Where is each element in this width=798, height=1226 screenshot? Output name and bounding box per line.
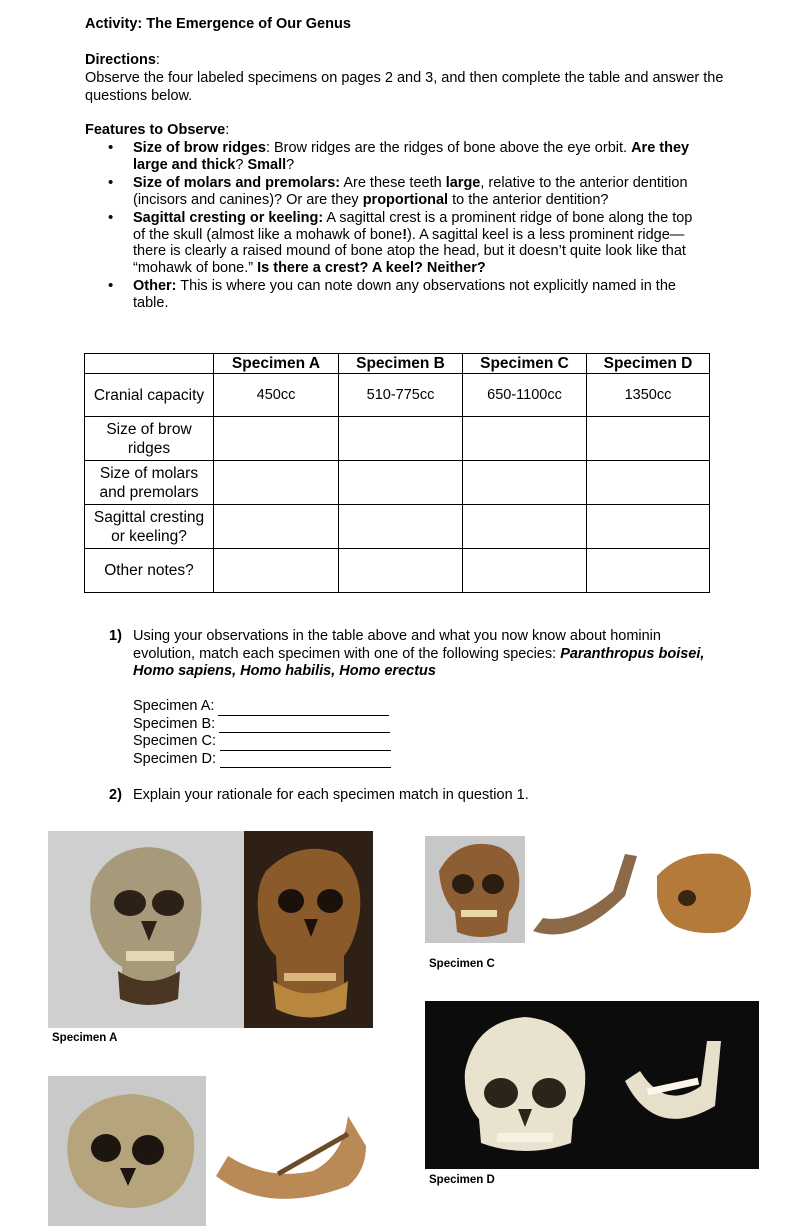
question-number: 1) (109, 628, 122, 644)
table-header-row (85, 354, 710, 374)
table-cell: 1350cc (587, 374, 710, 417)
row-label: Size of molars and premolars (85, 461, 214, 505)
answer-label: Specimen B: (133, 715, 216, 732)
specimen-c-photo (425, 836, 759, 943)
question-1 (109, 628, 709, 681)
features-heading: Features to Observe: (85, 122, 230, 138)
table-cell[interactable] (587, 417, 710, 461)
directions-text: Observe the four labeled specimens on pages 2 and 3, and then complete the table and answer the questions below. (85, 70, 724, 104)
table-row (85, 374, 710, 417)
table-cell[interactable] (339, 549, 463, 593)
answer-line[interactable] (220, 736, 391, 751)
answer-line[interactable] (219, 718, 390, 733)
table-cell[interactable] (463, 549, 587, 593)
specimen-b-photo (48, 1076, 373, 1226)
features-list (106, 140, 706, 313)
table-cell[interactable] (339, 417, 463, 461)
page-title: Activity: The Emergence of Our Genus (85, 16, 351, 32)
table-header-specimen-b: Specimen B (339, 354, 463, 374)
question-2 (109, 787, 709, 805)
specimen-a-label: Specimen A (52, 1032, 118, 1044)
answer-label: Specimen C: (133, 733, 217, 749)
table-cell: 510-775cc (339, 374, 463, 417)
answer-lines (133, 698, 403, 768)
row-label: Size of brow ridges (85, 417, 214, 461)
specimen-d-label: Specimen D (429, 1174, 495, 1186)
table-header-specimen-d: Specimen D (587, 354, 710, 374)
table-cell: 650-1100cc (463, 374, 587, 417)
table-cell: 450cc (214, 374, 339, 417)
feature-item: • Other: This is where you can note down any observations not explicitly named in the table. (106, 278, 706, 311)
feature-item: • Size of molars and premolars: Are these teeth large, relative to the anterior dentition (incisors and canines)? Or are they proportional to the anterior dentition? (106, 175, 706, 208)
row-label: Other notes? (85, 549, 214, 593)
table-row (85, 549, 710, 593)
table-cell[interactable] (214, 461, 339, 505)
specimen-c-label: Specimen C (429, 958, 495, 970)
table-cell[interactable] (339, 505, 463, 549)
table-cell[interactable] (463, 461, 587, 505)
table-cell[interactable] (214, 505, 339, 549)
table-cell[interactable] (587, 461, 710, 505)
specimen-a-photo (48, 831, 373, 1028)
question-text: Using your observations in the table above and what you now know about hominin evolution, match each specimen with one of the following species: (133, 628, 661, 662)
answer-line[interactable] (220, 753, 391, 768)
table-header-specimen-a: Specimen A (214, 354, 339, 374)
question-text: Explain your rationale for each specimen match in question 1. (133, 787, 529, 803)
table-header-blank (85, 354, 214, 374)
table-header-specimen-c: Specimen C (463, 354, 587, 374)
species-list: Paranthropus boisei, Homo sapiens, Homo habilis, Homo erectus (133, 645, 705, 679)
table-cell[interactable] (587, 505, 710, 549)
table-row (85, 417, 710, 461)
row-label: Cranial capacity (85, 374, 214, 417)
question-number: 2) (109, 787, 122, 803)
table-cell[interactable] (339, 461, 463, 505)
answer-label: Specimen D: (133, 750, 217, 767)
table-cell[interactable] (214, 417, 339, 461)
table-row (85, 505, 710, 549)
answer-line[interactable] (218, 701, 389, 716)
feature-item: • Sagittal cresting or keeling: A sagittal crest is a prominent ridge of bone along the top of the skull (almost like a mohawk of bone!). A sagittal keel is a less prominent ridge—there is clearly a raised mound of bone atop the head, but it doesn’t quite look like that “mohawk of bone.” Is there a crest? A keel? Neither? (106, 210, 706, 276)
observation-table (84, 353, 710, 593)
answer-label: Specimen A: (133, 698, 215, 714)
row-label: Sagittal cresting or keeling? (85, 505, 214, 549)
specimen-d-photo (425, 1001, 759, 1169)
table-cell[interactable] (463, 505, 587, 549)
table-cell[interactable] (463, 417, 587, 461)
table-cell[interactable] (587, 549, 710, 593)
feature-item: • Size of brow ridges: Brow ridges are the ridges of bone above the eye orbit. Are they large and thick? Small? (106, 140, 706, 173)
table-row (85, 461, 710, 505)
directions-heading: Directions: (85, 52, 160, 68)
table-cell[interactable] (214, 549, 339, 593)
